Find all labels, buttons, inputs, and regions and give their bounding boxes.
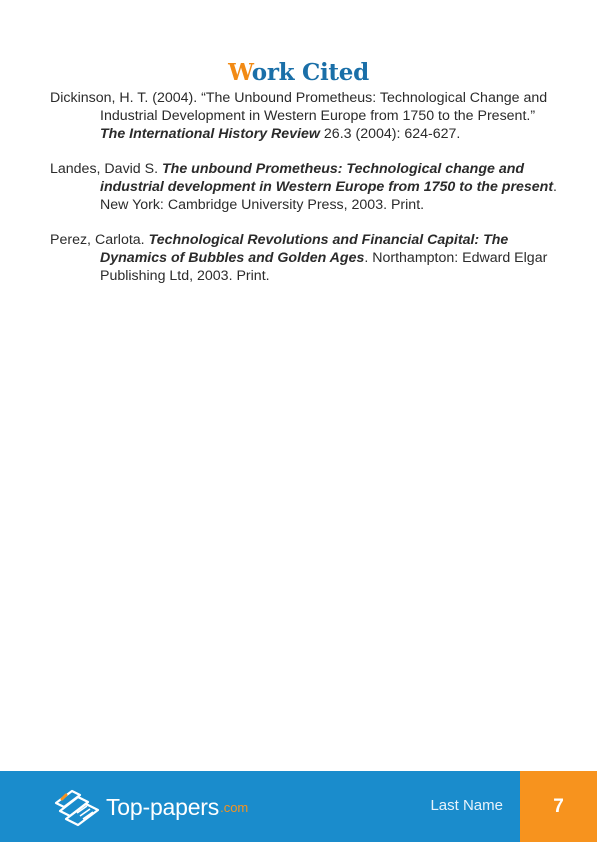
reference-text: Dickinson, H. T. (2004). “The Unbound Prometheus: Technological Change and Industrial Development in Western Europe from 1750 to the Present.”: [50, 90, 548, 124]
page-title: [0, 59, 597, 86]
papers-icon: [50, 785, 102, 829]
brand-logo: [50, 785, 248, 829]
reference-text: Perez, Carlota.: [50, 232, 149, 248]
reference-title: The International History Review: [100, 126, 320, 142]
reference-entry: [50, 160, 560, 214]
author-last-name: Last Name: [430, 797, 503, 814]
brand-name: Top-papers: [106, 793, 220, 820]
page-footer: [0, 771, 597, 842]
page-number: 7: [520, 771, 597, 842]
reference-list: [50, 89, 560, 302]
page-title-initial: W: [228, 59, 252, 87]
page-title-rest: ork Cited: [251, 59, 369, 87]
reference-entry: [50, 231, 560, 285]
reference-title: Technological Revolutions and Financial Capital: The Dynamics of Bubbles and Golden Ages: [100, 232, 509, 266]
reference-entry: [50, 89, 560, 143]
reference-text: . Northampton: Edward Elgar Publishing Ltd, 2003. Print.: [100, 250, 548, 284]
reference-text: . New York: Cambridge University Press, 2003. Print.: [100, 179, 557, 213]
brand-suffix: .com: [220, 799, 249, 815]
reference-text: 26.3 (2004): 624-627.: [319, 126, 461, 142]
reference-text: Landes, David S.: [50, 161, 162, 177]
reference-title: The unbound Prometheus: Technological change and industrial development in Western Europe from 1750 to the present: [100, 161, 554, 195]
